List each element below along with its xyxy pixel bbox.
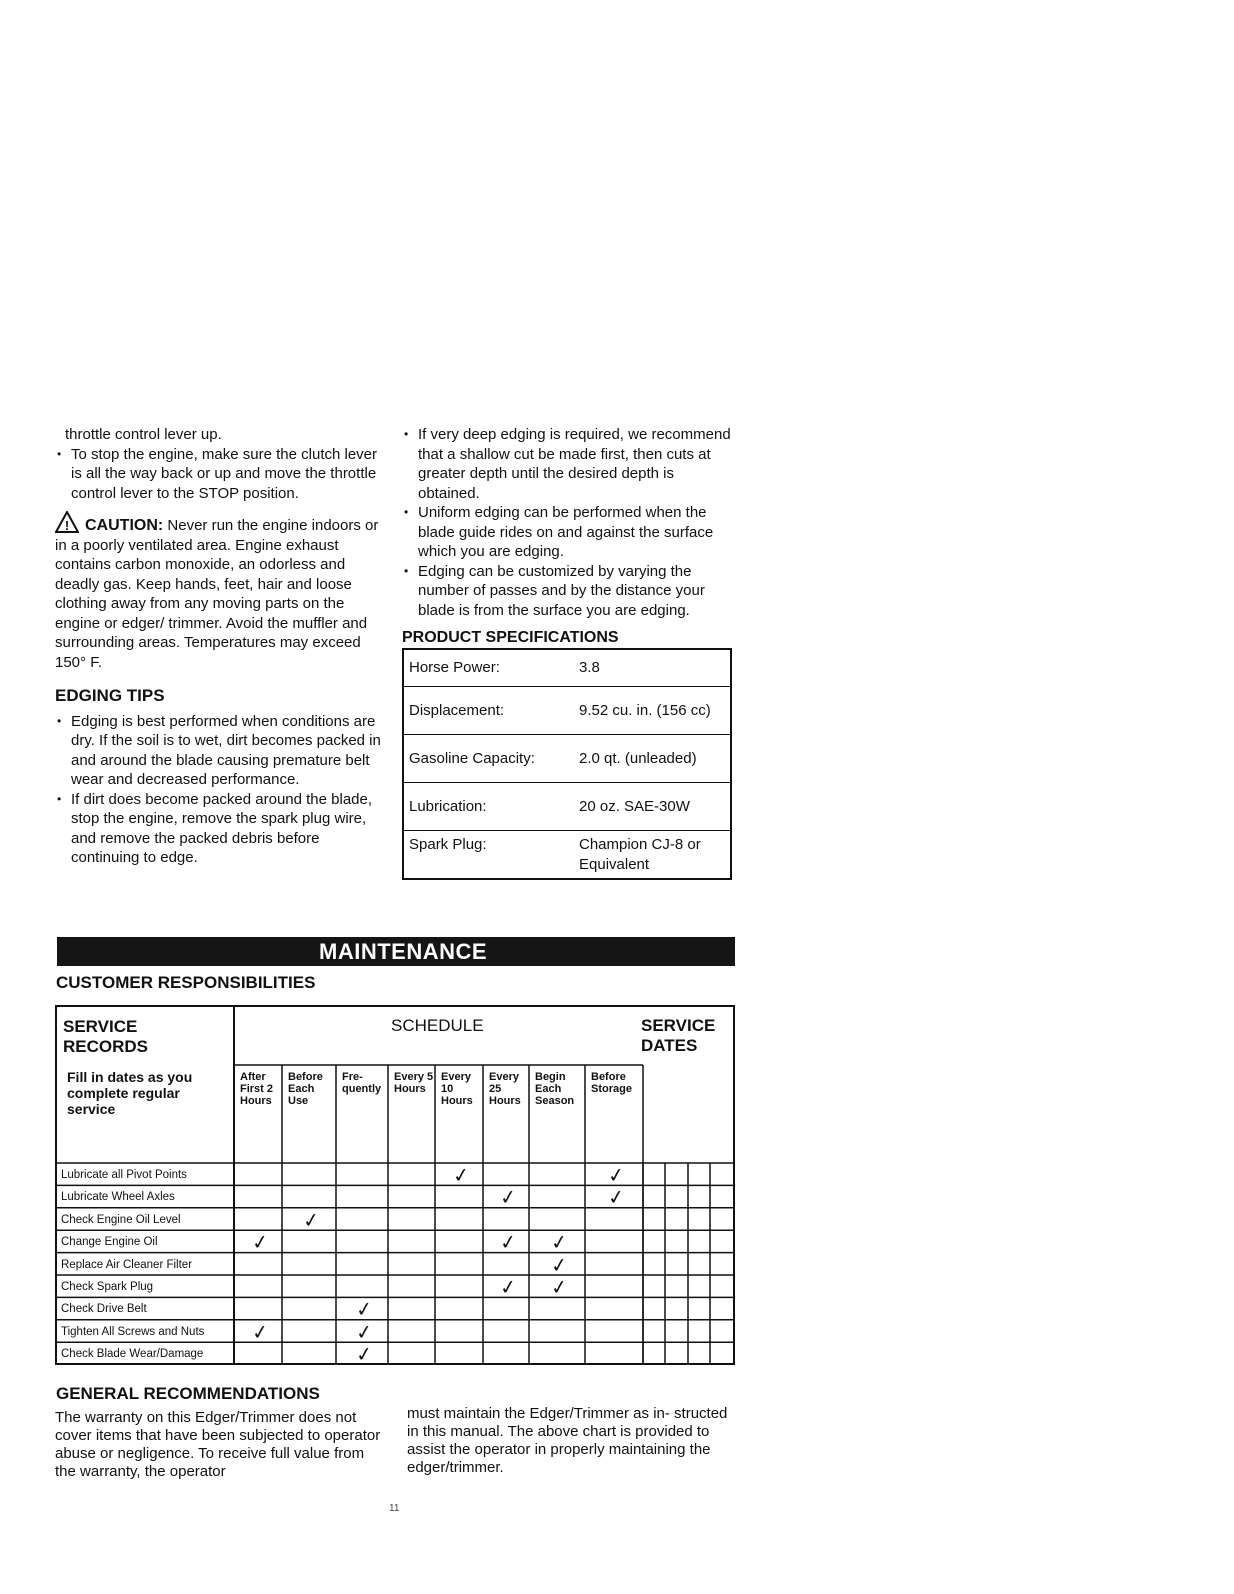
spec-value: Champion CJ-8 or Equivalent	[579, 836, 701, 873]
task-label: Change Engine Oil	[61, 1236, 158, 1249]
check-mark: ✓	[250, 1231, 271, 1256]
maintenance-banner	[57, 937, 735, 966]
warning-icon	[55, 511, 79, 533]
task-label: Check Drive Belt	[61, 1303, 147, 1316]
interval-header: After First 2 Hours	[240, 1071, 274, 1107]
check-mark: ✓	[549, 1231, 570, 1256]
caution-block	[55, 511, 385, 672]
task-label: Replace Air Cleaner Filter	[61, 1258, 193, 1271]
spec-label: Gasoline Capacity:	[403, 735, 574, 783]
check-mark: ✓	[354, 1320, 375, 1345]
spec-label: Horse Power:	[403, 649, 574, 687]
edging-bullet: • Edging can be customized by varying the number of passes and by the distance your blade is from the surface you are edging.	[402, 562, 737, 621]
edging-bullet: • Uniform edging can be performed when the blade guide rides on and against the surface which you are edging.	[402, 503, 737, 562]
specs-table	[402, 648, 732, 881]
check-mark: ✓	[549, 1275, 570, 1301]
spec-value: 3.8	[574, 649, 731, 687]
general-text-right: must maintain the Edger/Trimmer as in- structed in this manual. The above chart is provided to assist the operator in properly maintaining the edger/trimmer.	[407, 1405, 728, 1476]
interval-header: Fre- quently	[342, 1071, 382, 1095]
edging-bullet: • If dirt does become packed around the blade, stop the engine, remove the spark plug wire, and remove the packed debris before continuing to edge.	[55, 790, 385, 868]
check-mark: ✓	[498, 1231, 519, 1256]
check-mark: ✓	[498, 1186, 519, 1211]
edging-bullet: • Edging is best performed when conditions are dry. If the soil is to wet, dirt becomes packed in and around the blade causing premature belt wear and decreased performance.	[55, 712, 385, 790]
spec-value: 9.52 cu. in. (156 cc)	[574, 687, 731, 735]
edging-tips-heading: EDGING TIPS	[55, 686, 165, 705]
check-mark: ✓	[606, 1163, 627, 1189]
continued-text: throttle control lever up.	[65, 426, 222, 443]
spec-row	[403, 649, 731, 687]
maintenance-title: MAINTENANCE	[319, 939, 488, 964]
check-mark: ✓	[451, 1163, 472, 1189]
spec-value: 2.0 qt. (unleaded)	[574, 735, 731, 783]
task-label: Tighten All Screws and Nuts	[61, 1325, 205, 1338]
interval-header: Every 10 Hours	[441, 1071, 473, 1107]
general-recommendations-heading: GENERAL RECOMMENDATIONS	[56, 1384, 320, 1403]
interval-header: Before Storage	[591, 1071, 632, 1095]
chart-grid-lines	[55, 1005, 735, 1368]
edging-bullet: • If very deep edging is required, we recommend that a shallow cut be made first, then cuts at greater depth until the desired depth is obtained.	[402, 425, 737, 503]
spec-label: Spark Plug:	[409, 836, 487, 853]
interval-header: Before Each Use	[288, 1071, 323, 1107]
task-label: Lubricate Wheel Axles	[61, 1191, 175, 1204]
check-mark: ✓	[354, 1298, 375, 1323]
service-dates-title: SERVICE DATES	[641, 1016, 716, 1055]
page-number: 11	[389, 1503, 400, 1514]
check-mark: ✓	[549, 1253, 570, 1278]
check-mark: ✓	[498, 1275, 519, 1301]
spec-row	[403, 831, 731, 880]
spec-label: Lubrication:	[403, 783, 574, 831]
spec-row	[403, 687, 731, 735]
check-mark: ✓	[250, 1320, 271, 1345]
interval-header: Begin Each Season	[535, 1071, 575, 1107]
caution-label: CAUTION:	[85, 517, 164, 534]
left-column	[55, 425, 385, 868]
schedule-title: SCHEDULE	[391, 1016, 484, 1035]
spec-label: Displacement:	[403, 687, 574, 735]
check-mark: ✓	[301, 1208, 322, 1233]
task-label: Check Engine Oil Level	[61, 1213, 181, 1226]
general-text-left: The warranty on this Edger/Trimmer does not cover items that have been subjected to operator abuse or negligence. To receive full value from the warranty, the operator	[55, 1409, 381, 1480]
customer-responsibilities-heading: CUSTOMER RESPONSIBILITIES	[56, 973, 316, 992]
interval-header: Every 5 Hours	[394, 1071, 434, 1095]
spec-row	[403, 783, 731, 831]
svg-text:!: !	[64, 518, 70, 533]
check-mark: ✓	[354, 1343, 375, 1368]
maintenance-chart	[55, 1005, 735, 1368]
check-mark: ✓	[606, 1186, 627, 1211]
stop-engine-bullet: • To stop the engine, make sure the clutch lever is all the way back or up and move the throttle control lever to the STOP position.	[55, 445, 385, 504]
service-records-title: SERVICE RECORDS	[63, 1017, 149, 1056]
fill-in-instructions: Fill in dates as you complete regular service	[67, 1069, 193, 1117]
specs-heading: PRODUCT SPECIFICATIONS	[402, 629, 619, 646]
spec-value: 20 oz. SAE-30W	[574, 783, 731, 831]
right-column	[402, 425, 737, 880]
task-label: Check Spark Plug	[61, 1281, 154, 1293]
caution-text: Never run the engine indoors or in a poorly ventilated area. Engine exhaust contains carbon monoxide, an odorless and deadly gas. Keep hands, feet, hair and loose clothing away from any moving parts on the engine or edger/ trimmer. Avoid the muffler and surrounding areas. Temperatures may exceed 150° F.	[55, 517, 379, 671]
interval-header: Every 25 Hours	[489, 1071, 521, 1107]
task-label: Check Blade Wear/Damage	[61, 1348, 204, 1361]
spec-row	[403, 735, 731, 783]
task-label: Lubricate all Pivot Points	[61, 1169, 187, 1181]
